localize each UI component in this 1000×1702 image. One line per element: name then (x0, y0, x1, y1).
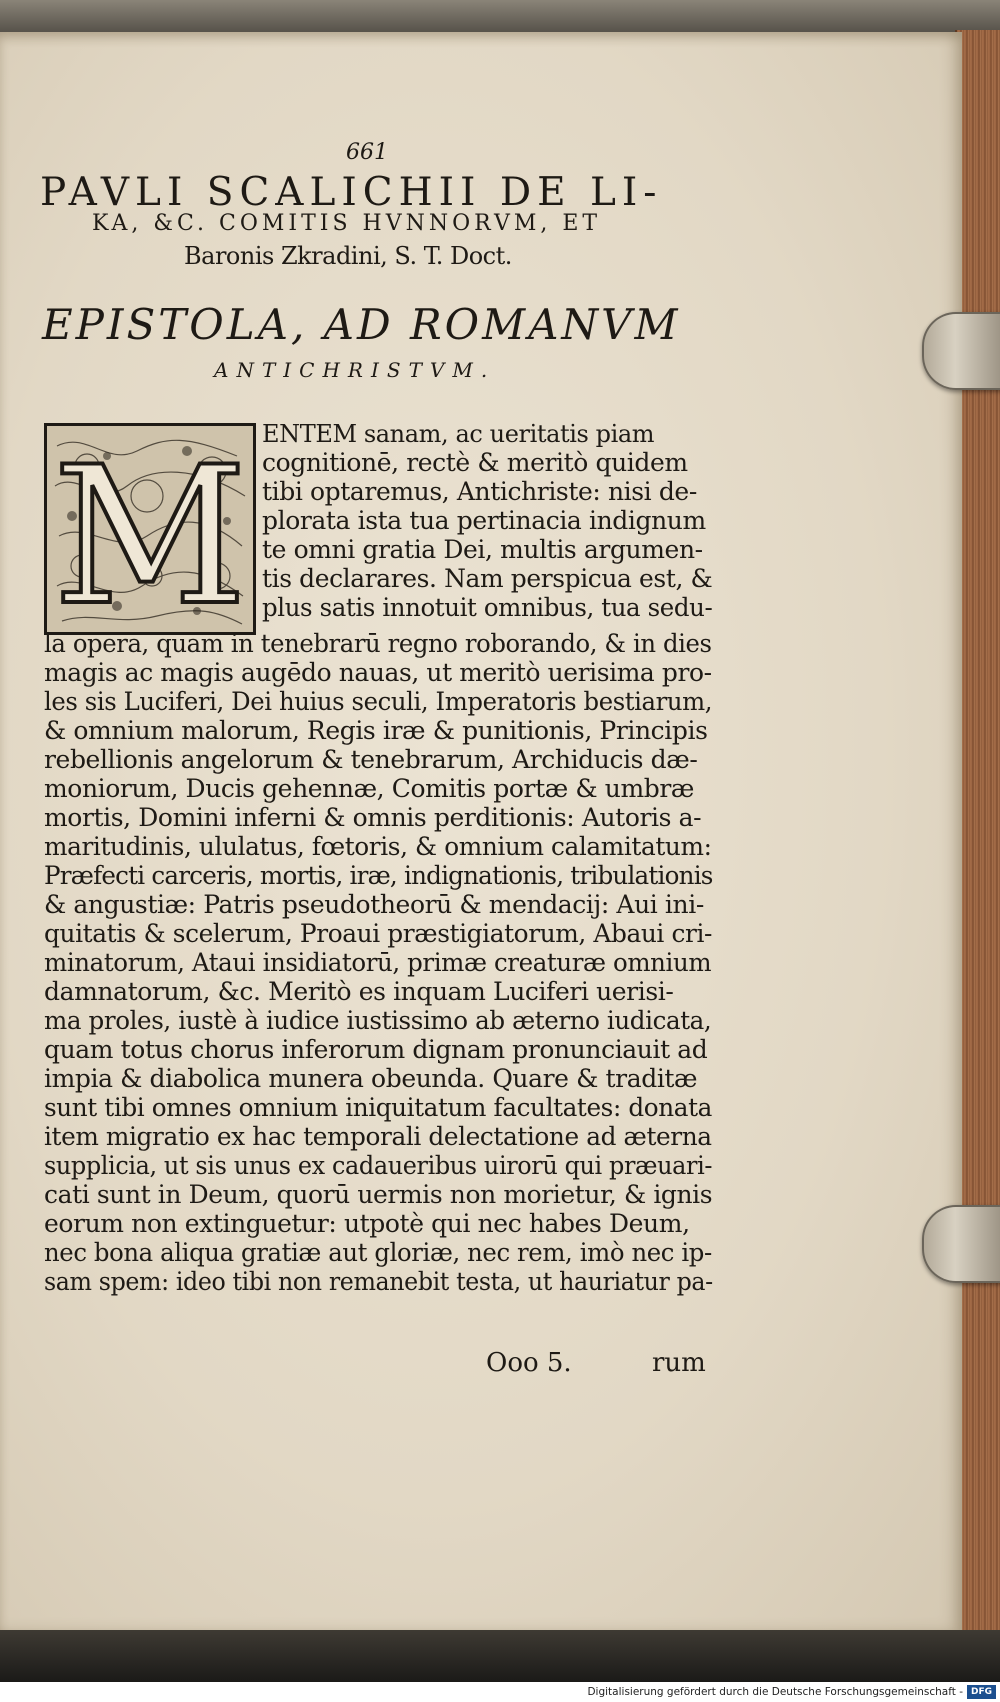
text-line: sunt tibi omnes omnium iniquitatum facultates: donata (44, 1093, 712, 1122)
text-line: ma proles, iustè à iudice iustissimo ab æterno iudicata, (44, 1006, 712, 1035)
book-bottom-shadow (0, 1630, 1000, 1682)
text-line: cati sunt in Deum, quorū uermis non morietur, & ignis (44, 1180, 713, 1209)
text-line: tis declarares. Nam perspicua est, & (262, 564, 713, 593)
decorated-initial (44, 423, 256, 635)
heading-line-3: Baronis Zkradini, S. T. Doct. (184, 242, 512, 270)
text-line: supplicia, ut sis unus ex cadaueribus uirorū qui præuari- (44, 1151, 713, 1180)
text-line: damnatorum, &c. Meritò es inquam Luciferi uerisi- (44, 977, 674, 1006)
footer-text: Digitalisierung gefördert durch die Deutsche Forschungsgemeinschaft - (587, 1686, 963, 1698)
signature-mark: Ooo 5. (486, 1348, 572, 1378)
text-line: cognitionē, rectè & meritò quidem (262, 448, 688, 477)
heading-line-2: KA, &C. COMITIS HVNNORVM, ET (92, 211, 602, 236)
text-line: te omni gratia Dei, multis argumen- (262, 535, 703, 564)
text-line: & omnium malorum, Regis iræ & punitionis, Principis (44, 716, 708, 745)
text-line: & angustiæ: Patris pseudotheorū & mendacij: Aui ini- (44, 890, 704, 919)
dfg-badge: DFG (967, 1685, 996, 1699)
text-line: eorum non extinguetur: utpotè qui nec habes Deum, (44, 1209, 690, 1238)
text-line: plus satis innotuit omnibus, tua sedu- (262, 593, 713, 622)
epistle-title: EPISTOLA, AD ROMANVM (42, 300, 681, 349)
text-line: nec bona aliqua gratiæ aut gloriæ, nec rem, imò nec ip- (44, 1238, 712, 1267)
text-line: les sis Luciferi, Dei huius seculi, Imperatoris bestiarum, (44, 687, 713, 716)
footer-bar (0, 1682, 1000, 1702)
text-line: quitatis & scelerum, Proaui præstigiatorum, Abaui cri- (44, 919, 712, 948)
text-line: magis ac magis augēdo nauas, ut meritò uerisima pro- (44, 658, 712, 687)
epistle-subtitle: ANTICHRISTVM. (214, 358, 496, 382)
text-line: moniorum, Ducis gehennæ, Comitis portæ & umbræ (44, 774, 695, 803)
text-line: quam totus chorus inferorum dignam pronunciauit ad (44, 1035, 708, 1064)
page-number: 661 (346, 140, 388, 165)
text-line: Præfecti carceris, mortis, iræ, indignationis, tribulationis (44, 861, 713, 890)
text-line: rebellionis angelorum & tenebrarum, Archiducis dæ- (44, 745, 698, 774)
book-clasp-upper (922, 312, 1000, 390)
heading-line-1: PAVLI SCALICHII DE LI- (40, 170, 663, 215)
text-line: tibi optaremus, Antichriste: nisi de- (262, 477, 697, 506)
text-line: mortis, Domini inferni & omnis perditionis: Autoris a- (44, 803, 702, 832)
book-clasp-lower (922, 1205, 1000, 1283)
decorated-initial-ornament-icon (47, 426, 253, 632)
text-line: plorata ista tua pertinacia indignum (262, 506, 706, 535)
text-line: sam spem: ideo tibi non remanebit testa, ut hauriatur pa- (44, 1267, 713, 1296)
text-line: la opera, quam in tenebrarū regno roborando, & in dies (44, 629, 712, 658)
text-line: impia & diabolica munera obeunda. Quare & traditæ (44, 1064, 698, 1093)
text-line: item migratio ex hac temporali delectatione ad æterna (44, 1122, 712, 1151)
svg-text:M: M (52, 426, 248, 632)
text-line: minatorum, Ataui insidiatorū, primæ creaturæ omnium (44, 948, 712, 977)
text-line: maritudinis, ululatus, fœtoris, & omnium calamitatum: (44, 832, 712, 861)
text-line: ENTEM sanam, ac ueritatis piam (262, 420, 655, 448)
catchword: rum (652, 1348, 706, 1378)
